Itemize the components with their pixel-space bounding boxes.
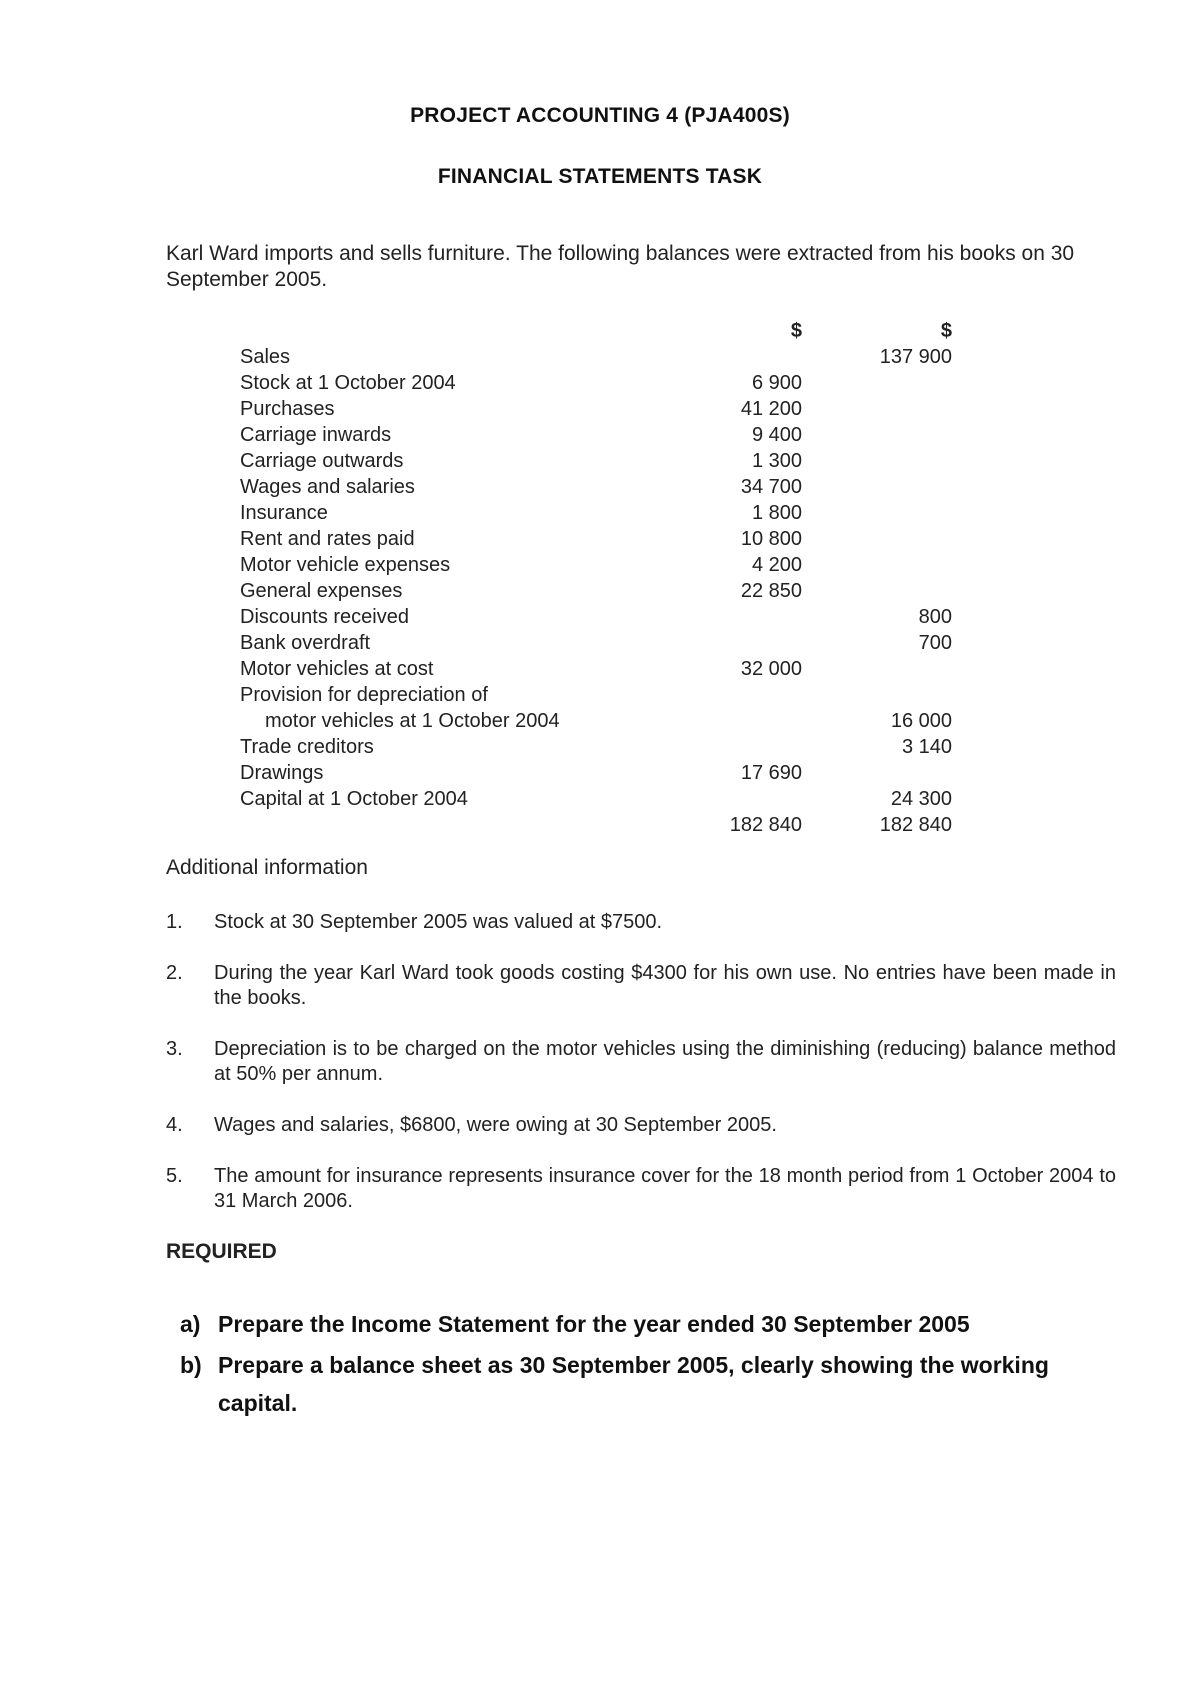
ledger-row-debit: 6 900 <box>751 372 802 394</box>
ledger-row-label: motor vehicles at 1 October 2004 <box>265 710 560 732</box>
ledger-row-credit: 700 <box>918 632 952 654</box>
ledger-row <box>0 500 1200 526</box>
ledger-row-credit: 137 900 <box>879 346 952 368</box>
ledger-row-credit: 24 300 <box>890 788 952 810</box>
ledger-totals-row <box>0 812 1200 838</box>
ledger-row-credit: 800 <box>918 606 952 628</box>
ledger-row-debit: 17 690 <box>740 762 802 784</box>
ledger-row <box>0 604 1200 630</box>
ledger-header-row <box>0 318 1200 344</box>
ledger-row-label: Discounts received <box>240 606 409 628</box>
ledger-row-label: Motor vehicles at cost <box>240 658 434 680</box>
ledger-row <box>0 786 1200 812</box>
ledger-row-label: Carriage inwards <box>240 424 392 446</box>
ledger-row-label: Carriage outwards <box>240 450 404 472</box>
ledger-row-label: Insurance <box>240 502 328 524</box>
required-item-text: Prepare a balance sheet as 30 September 2005, clearly showing the working capital. <box>218 1352 1049 1416</box>
ledger-row <box>0 682 1200 708</box>
credit-total: 182 840 <box>879 814 952 836</box>
info-item-text: Depreciation is to be charged on the motor vehicles using the diminishing (reducing) balance method at 50% per annum. <box>214 1038 1116 1085</box>
info-item-number: 5. <box>166 1165 183 1187</box>
ledger-row <box>0 578 1200 604</box>
ledger-row-label: Provision for depreciation of <box>240 684 488 706</box>
ledger-row <box>0 760 1200 786</box>
ledger-row <box>0 474 1200 500</box>
course-title: PROJECT ACCOUNTING 4 (PJA400S) <box>410 104 790 127</box>
ledger-row-debit: 1 800 <box>751 502 802 524</box>
required-item-letter: b) <box>180 1352 202 1378</box>
ledger-row <box>0 526 1200 552</box>
ledger-row <box>0 370 1200 396</box>
info-item-number: 2. <box>166 962 183 984</box>
info-item-number: 1. <box>166 911 183 933</box>
ledger-row-label: Wages and salaries <box>240 476 415 498</box>
info-item-text: The amount for insurance represents insurance cover for the 18 month period from 1 October 2004 to 31 March 2006. <box>214 1165 1116 1212</box>
ledger-row <box>0 344 1200 370</box>
debit-column-header: $ <box>790 320 802 342</box>
debit-total: 182 840 <box>729 814 802 836</box>
ledger-row <box>0 448 1200 474</box>
ledger-row-credit: 3 140 <box>901 736 952 758</box>
required-heading: REQUIRED <box>166 1240 277 1263</box>
ledger-row-debit: 22 850 <box>740 580 802 602</box>
required-item-text: Prepare the Income Statement for the year ended 30 September 2005 <box>218 1311 970 1337</box>
info-item-number: 4. <box>166 1114 183 1136</box>
ledger-row-credit: 16 000 <box>890 710 952 732</box>
ledger-row-label: Capital at 1 October 2004 <box>240 788 468 810</box>
ledger-row-label: Rent and rates paid <box>240 528 415 550</box>
required-item-letter: a) <box>180 1311 201 1337</box>
ledger-row <box>0 734 1200 760</box>
ledger-row-debit: 9 400 <box>751 424 802 446</box>
ledger-row-label: Stock at 1 October 2004 <box>240 372 456 394</box>
ledger-row-debit: 10 800 <box>740 528 802 550</box>
ledger-row-debit: 1 300 <box>751 450 802 472</box>
ledger-row <box>0 656 1200 682</box>
intro-paragraph: Karl Ward imports and sells furniture. The following balances were extracted from his books on 30 September 2005. <box>166 242 1075 291</box>
ledger-row-debit: 41 200 <box>740 398 802 420</box>
ledger-row-debit: 4 200 <box>751 554 802 576</box>
ledger-row-label: Purchases <box>240 398 335 420</box>
ledger-row <box>0 630 1200 656</box>
ledger-row <box>0 552 1200 578</box>
ledger-row-label: Drawings <box>240 762 324 784</box>
ledger-row-label: Motor vehicle expenses <box>240 554 451 576</box>
credit-column-header: $ <box>940 320 952 342</box>
ledger-row <box>0 708 1200 734</box>
info-item-number: 3. <box>166 1038 183 1060</box>
ledger-row-label: Sales <box>240 346 291 368</box>
info-item-text: Wages and salaries, $6800, were owing at 30 September 2005. <box>214 1114 777 1136</box>
ledger-row <box>0 422 1200 448</box>
ledger-row-label: General expenses <box>240 580 403 602</box>
info-item-text: Stock at 30 September 2005 was valued at $7500. <box>214 911 663 933</box>
info-item-text: During the year Karl Ward took goods costing $4300 for his own use. No entries have been made in the books. <box>214 962 1116 1009</box>
task-title: FINANCIAL STATEMENTS TASK <box>437 165 763 188</box>
additional-info-heading: Additional information <box>166 856 368 879</box>
ledger-row-label: Bank overdraft <box>240 632 371 654</box>
ledger-row-debit: 34 700 <box>740 476 802 498</box>
ledger-row-debit: 32 000 <box>740 658 802 680</box>
ledger-row-label: Trade creditors <box>240 736 374 758</box>
ledger-row <box>0 396 1200 422</box>
